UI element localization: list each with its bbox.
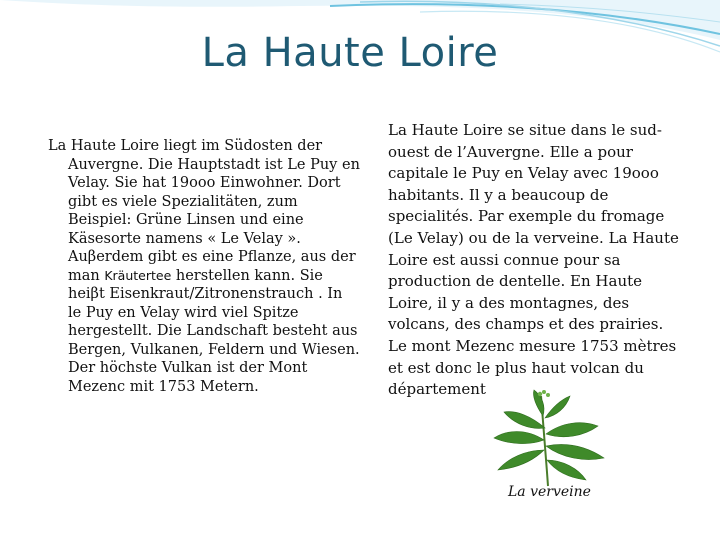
- image-caption: La verveine: [508, 484, 591, 500]
- french-text: La Haute Loire se situe dans le sud-ouest de l’Auvergne. Elle a pour capitale le Puy en Velay avec 19ooo habitants. Il y a beaucoup de specialités. Par exemple du fromage (Le Velay) ou de la verveine. La Haute Loire est aussi connue pour sa production de dentelle. En Haute Loire, il y a des montagnes, des volcans, des champs et des prairies. Le mont Mezenc mesure 1753 mètres et est donc le plus haut volcan du département: [388, 121, 679, 399]
- german-text-part3: herstellen kann. Sie heiβt Eisenkraut/Zitronenstrauch . In le Puy en Velay wird viel Spitze hergestellt. Die Landschaft besteht aus Bergen, Vulkanen, Feldern und Wiesen. Der höchste Vulkan ist der Mont Mezenc mit 1753 Metern.: [68, 267, 360, 395]
- german-text: [48, 137, 360, 396]
- page-title: La Haute Loire: [201, 30, 499, 76]
- german-text-part1: La Haute Loire liegt im Südosten der Auvergne. Die Hauptstadt ist Le Puy en Velay. Sie hat 19ooo Einwohner. Dort gibt es viele Spezialitäten, zum Beispiel: Grüne Linsen und eine Käsesorte namens « Le Velay ». Auβerdem gibt es eine Pflanze, aus der man: [48, 138, 360, 284]
- verbena-plant-icon: [486, 388, 616, 488]
- german-text-kraeutertee: Kräutertee: [104, 267, 172, 283]
